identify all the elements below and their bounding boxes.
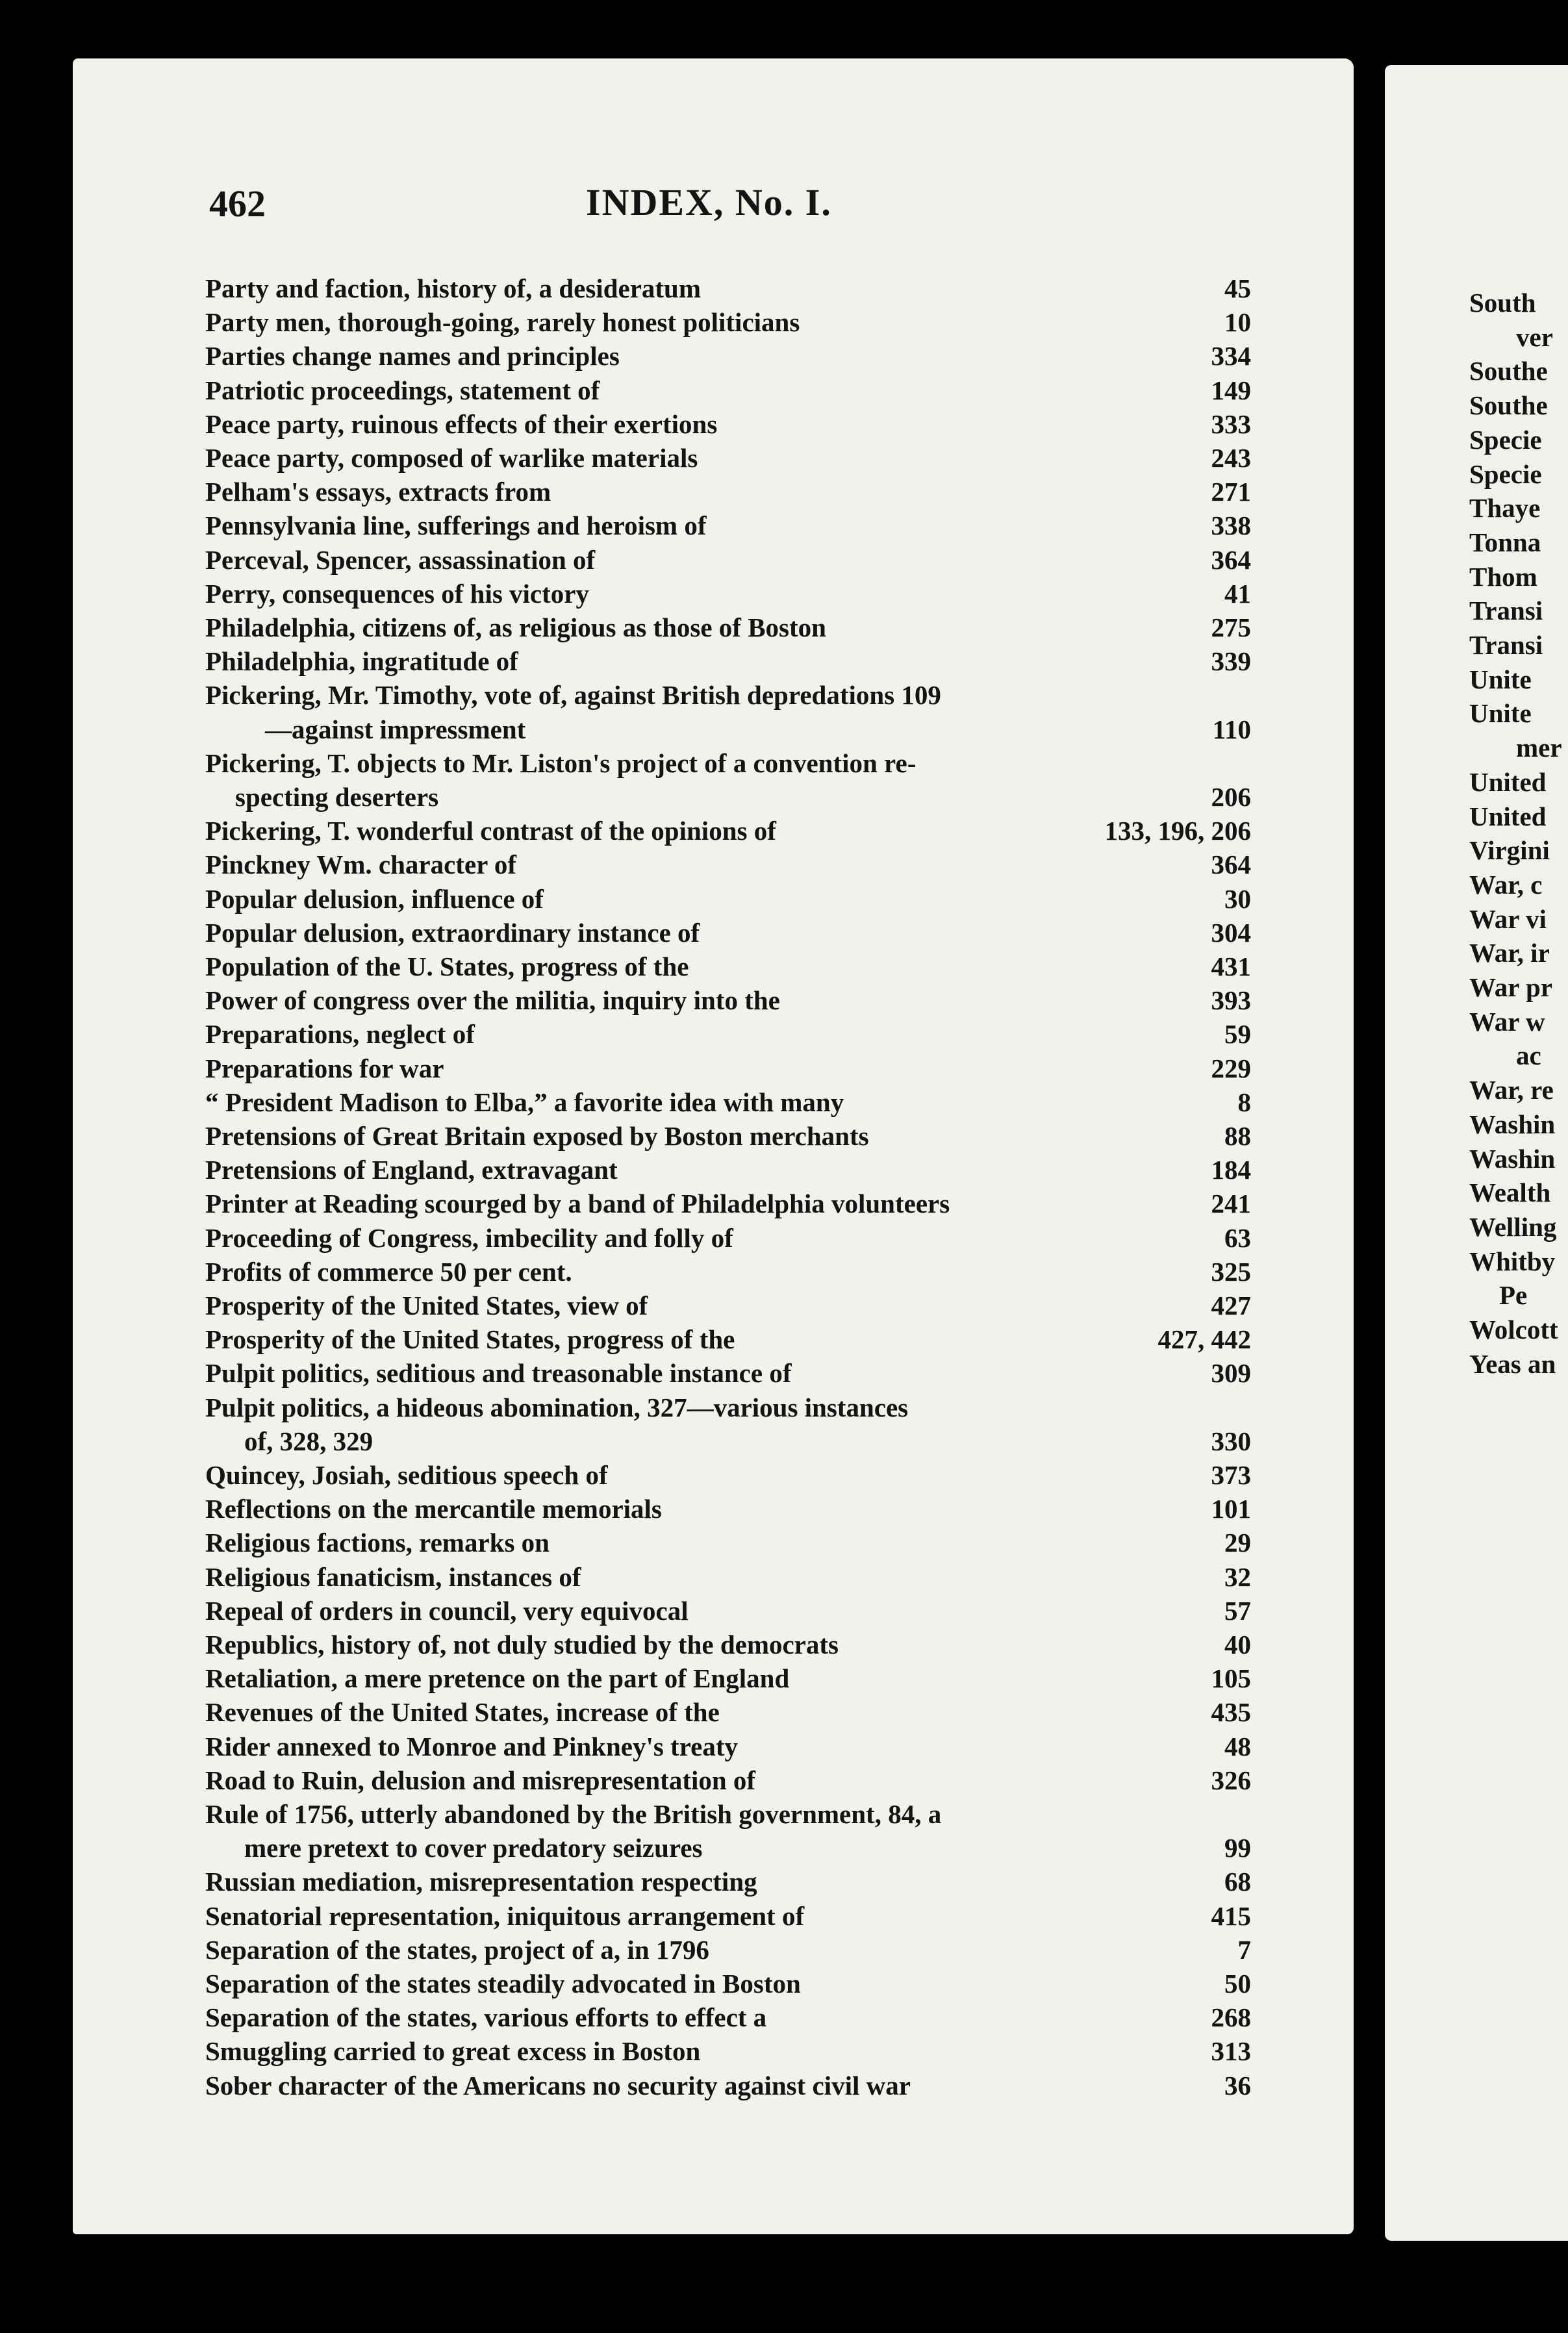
right-page-fragment: Thaye	[1469, 493, 1541, 523]
index-entry-text: Quincey, Josiah, seditious speech of	[205, 1460, 608, 1490]
index-entry-text: “ President Madison to Elba,” a favorite idea with many	[205, 1087, 844, 1117]
index-entry	[205, 1221, 1251, 1255]
index-entry-page: 275	[1211, 612, 1251, 642]
index-entry-text: Proceeding of Congress, imbecility and folly of	[205, 1222, 733, 1253]
index-entry-text: Separation of the states, various efforts to effect a	[205, 2002, 767, 2033]
index-entry-page: 184	[1211, 1155, 1251, 1185]
index-entry-page: 415	[1211, 1900, 1251, 1931]
index-entry-page: 326	[1211, 1765, 1251, 1795]
index-entry	[205, 1628, 1251, 1661]
index-entry-text: Philadelphia, citizens of, as religious as those of Boston	[205, 612, 826, 642]
index-entry	[205, 1187, 1251, 1220]
index-entry	[205, 1526, 1251, 1559]
index-entry	[235, 780, 1251, 814]
index-entry	[205, 373, 1251, 407]
index-entry-page: 313	[1211, 2036, 1251, 2067]
index-entry-text: Patriotic proceedings, statement of	[205, 375, 600, 405]
index-entry-page: 45	[1224, 273, 1251, 303]
index-entry-text: Senatorial representation, iniquitous arrangement of	[205, 1900, 805, 1931]
right-page-fragment: Southe	[1469, 390, 1548, 421]
index-entry-text: Power of congress over the militia, inquiry into the	[205, 985, 780, 1016]
index-entry	[205, 1933, 1251, 1967]
index-entry-page: 330	[1211, 1426, 1251, 1456]
index-entry-page: 427	[1211, 1291, 1251, 1320]
index-entry-text: Party and faction, history of, a desideratum	[205, 273, 702, 303]
index-entry	[265, 713, 1251, 746]
index-entry	[205, 1322, 1251, 1356]
index-entry-text: Republics, history of, not duly studied by the democrats	[205, 1630, 839, 1659]
index-entry-text: Party men, thorough-going, rarely honest politicians	[205, 307, 800, 338]
index-entry	[205, 2069, 1251, 2102]
index-entry-page: 105	[1211, 1663, 1251, 1694]
index-entry-text: Religious factions, remarks on	[205, 1528, 550, 1558]
index-entry	[205, 1119, 1251, 1153]
index-entry-text: mere pretext to cover predatory seizures	[244, 1833, 703, 1863]
index-entry-page: 8	[1237, 1087, 1251, 1117]
index-entry-page: 373	[1211, 1460, 1251, 1490]
index-entry-page: 99	[1224, 1833, 1251, 1863]
index-entry-page: 149	[1211, 375, 1251, 405]
index-entry	[205, 983, 1251, 1017]
index-entry	[205, 1085, 1251, 1119]
index-entry-page: 309	[1211, 1358, 1251, 1389]
right-page-fragment: Yeas an	[1469, 1348, 1556, 1379]
index-entry-text: —against impressment	[265, 714, 526, 744]
index-entry	[205, 1730, 1251, 1763]
index-entry-text: Separation of the states, project of a, in 1796	[205, 1934, 709, 1965]
index-entry-text: Popular delusion, influence of	[205, 883, 544, 914]
index-entry	[205, 1052, 1251, 1085]
index-entry	[205, 1594, 1251, 1628]
index-entry-text: Philadelphia, ingratitude of	[205, 646, 518, 677]
index-entry-page: 30	[1224, 883, 1251, 914]
index-entry-text: Peace party, composed of warlike materials	[205, 443, 698, 473]
index-entry-page: 393	[1211, 985, 1251, 1016]
index-entry	[205, 1763, 1251, 1797]
index-entry	[244, 1831, 1251, 1865]
right-page-fragment: Whitby	[1469, 1246, 1556, 1276]
index-entry-text: Prosperity of the United States, progress of the	[205, 1324, 735, 1355]
index-entry-text: Revenues of the United States, increase of the	[205, 1697, 720, 1728]
index-entry	[205, 2034, 1251, 2068]
index-entry-page: 110	[1212, 714, 1251, 744]
right-page-fragment: War, re	[1469, 1075, 1554, 1105]
right-page-fragment: Wealth	[1469, 1178, 1551, 1208]
index-entry-text: Pickering, Mr. Timothy, vote of, against British depredations 109	[205, 680, 941, 711]
index-entry-text: Profits of commerce 50 per cent.	[205, 1256, 572, 1287]
index-entry	[205, 678, 1251, 712]
index-entry-page: 243	[1211, 443, 1251, 473]
index-entry	[205, 1017, 1251, 1051]
index-entry-text: Reflections on the mercantile memorials	[205, 1494, 662, 1524]
index-entry-page: 63	[1224, 1222, 1251, 1253]
index-entry-page: 32	[1224, 1561, 1251, 1592]
index-entry	[205, 1967, 1251, 2000]
index-entry-text: Pennsylvania line, sufferings and heroism of	[205, 511, 707, 541]
page-title: INDEX, No. I.	[586, 181, 832, 223]
index-entry-text: Preparations, neglect of	[205, 1019, 475, 1050]
index-entry-text: Pinckney Wm. character of	[205, 850, 517, 880]
right-page-fragment: War, c	[1469, 869, 1543, 900]
index-entry	[205, 611, 1251, 644]
index-entry	[205, 814, 1251, 848]
index-entry-page: 101	[1211, 1494, 1251, 1524]
right-page-fragment: Wolcott	[1469, 1315, 1558, 1344]
index-entry-page: 7	[1237, 1934, 1251, 1965]
right-page-fragment: Transi	[1469, 630, 1543, 660]
index-entry-text: Pretensions of England, extravagant	[205, 1155, 618, 1185]
index-entry	[205, 1695, 1251, 1729]
index-entry	[205, 1865, 1251, 1898]
right-page-fragment: Unite	[1469, 698, 1532, 729]
index-entry-page: 68	[1224, 1867, 1251, 1897]
index-entry-page: 206	[1211, 782, 1251, 812]
index-entry-page: 36	[1224, 2070, 1251, 2100]
index-entry-text: Perry, consequences of his victory	[205, 578, 589, 609]
index-entry-text: Rider annexed to Monroe and Pinkney's treaty	[205, 1731, 739, 1761]
index-entry	[205, 1391, 1251, 1424]
index-entry	[205, 475, 1251, 509]
index-entry-text: Separation of the states steadily advocated in Boston	[205, 1969, 801, 1999]
index-entry-page: 364	[1211, 850, 1251, 880]
index-entry-page: 435	[1211, 1697, 1251, 1728]
index-entry-page: 325	[1211, 1256, 1251, 1287]
index-entry-page: 48	[1224, 1731, 1251, 1761]
index-entry-text: Parties change names and principles	[205, 341, 620, 372]
index-entry-page: 271	[1211, 477, 1251, 507]
index-entry	[205, 271, 1251, 305]
right-page-fragment: mer	[1516, 733, 1562, 763]
index-entry	[205, 1289, 1251, 1322]
right-page-fragment: Washin	[1469, 1109, 1556, 1139]
right-page-fragment: Welling	[1469, 1211, 1557, 1242]
index-entry	[205, 441, 1251, 475]
right-page-fragment: Southe	[1469, 356, 1548, 386]
index-entry-text: Pulpit politics, seditious and treasonable instance of	[205, 1358, 792, 1389]
index-entry-text: Peace party, ruinous effects of their exertions	[205, 409, 718, 439]
index-entry	[205, 305, 1251, 339]
index-entry-page: 333	[1211, 409, 1251, 439]
index-entry-text: Popular delusion, extraordinary instance of	[205, 917, 700, 948]
index-entry-text: Road to Ruin, delusion and misrepresentation of	[205, 1765, 756, 1795]
index-entry-page: 304	[1211, 917, 1251, 948]
index-entry-text: Religious fanaticism, instances of	[205, 1561, 581, 1592]
index-entry	[205, 1797, 1251, 1831]
index-entry-page: 57	[1224, 1595, 1251, 1626]
index-entry-page: 334	[1211, 341, 1251, 372]
index-entry-text: Retaliation, a mere pretence on the part of England	[205, 1663, 790, 1694]
right-page-fragment: Transi	[1469, 596, 1543, 626]
index-entry-page: 133, 196, 206	[1104, 816, 1251, 846]
index-entry	[205, 1899, 1251, 1933]
right-page-fragment: War pr	[1469, 972, 1552, 1002]
index-entry	[205, 1255, 1251, 1289]
index-entry-page: 229	[1211, 1053, 1251, 1083]
right-page-fragment: Virgini	[1469, 835, 1550, 866]
index-entry	[205, 882, 1251, 916]
index-entry-text: of, 328, 329	[244, 1426, 373, 1456]
index-entry-page: 338	[1211, 511, 1251, 541]
index-entry	[205, 543, 1251, 577]
index-entry-page: 10	[1224, 307, 1251, 338]
right-page-fragment: Tonna	[1469, 527, 1541, 557]
index-entry-text: specting deserters	[235, 782, 439, 812]
right-page-fragment: ac	[1516, 1040, 1541, 1071]
index-entry-text: Perceval, Spencer, assassination of	[205, 544, 596, 575]
right-page-fragment: South	[1469, 288, 1536, 318]
index-entry	[205, 509, 1251, 542]
index-entry-page: 59	[1224, 1019, 1251, 1050]
right-page-fragment: War vi	[1469, 903, 1547, 934]
right-page-fragment: United	[1469, 766, 1547, 797]
index-entry-text: Sober character of the Americans no security against civil war	[205, 2070, 911, 2100]
index-entry-text: Repeal of orders in council, very equivocal	[205, 1595, 689, 1626]
index-entry	[205, 1153, 1251, 1187]
index-entry-page: 364	[1211, 544, 1251, 575]
index-entry	[205, 577, 1251, 611]
right-page-fragment: Washin	[1469, 1143, 1556, 1174]
index-entry-text: Rule of 1756, utterly abandoned by the British government, 84, a	[205, 1799, 942, 1829]
index-entry-text: Pretensions of Great Britain exposed by Boston merchants	[205, 1121, 869, 1151]
index-entry-text: Prosperity of the United States, view of	[205, 1291, 648, 1320]
index-entry-page: 50	[1224, 1969, 1251, 1999]
index-entry	[205, 644, 1251, 678]
index-entry-text: Russian mediation, misrepresentation respecting	[205, 1867, 757, 1897]
index-entry-text: Preparations for war	[205, 1053, 444, 1083]
index-entry	[205, 1560, 1251, 1594]
index-entry-page: 41	[1224, 578, 1251, 609]
index-entry-page: 268	[1211, 2002, 1251, 2033]
index-entry-text: Printer at Reading scourged by a band of Philadelphia volunteers	[205, 1189, 950, 1219]
page-number: 462	[209, 183, 266, 225]
index-entry	[205, 746, 1251, 780]
index-entry-text: Pelham's essays, extracts from	[205, 477, 551, 507]
right-page-fragment: War, ir	[1469, 938, 1550, 968]
index-entry	[205, 407, 1251, 441]
right-page-fragment: Unite	[1469, 664, 1532, 694]
index-entry	[205, 848, 1251, 881]
index-entry	[205, 1356, 1251, 1390]
index-entry	[205, 916, 1251, 950]
index-entry-page: 427, 442	[1157, 1324, 1251, 1355]
right-page-fragment: Specie	[1469, 459, 1542, 489]
index-entry-page: 241	[1211, 1189, 1251, 1219]
right-page-fragment: Pe	[1499, 1280, 1528, 1311]
right-page-fragment: United	[1469, 801, 1547, 831]
index-entry-text: Population of the U. States, progress of the	[205, 952, 689, 981]
right-page-fragment: ver	[1516, 322, 1553, 352]
index-entry	[205, 950, 1251, 983]
index-entry	[205, 1492, 1251, 1526]
index-entry-text: Smuggling carried to great excess in Boston	[205, 2036, 701, 2067]
index-entry-page: 40	[1224, 1630, 1251, 1659]
index-entry-page: 88	[1224, 1121, 1251, 1151]
index-entry-page: 339	[1211, 646, 1251, 677]
index-entry	[205, 1458, 1251, 1492]
right-page-fragment: War w	[1469, 1006, 1545, 1037]
right-page-fragment: Thom	[1469, 561, 1537, 592]
index-entry	[205, 1661, 1251, 1695]
index-entry-text: Pulpit politics, a hideous abomination, 327—various instances	[205, 1392, 909, 1422]
index-entry-page: 431	[1211, 952, 1251, 981]
index-entry	[205, 2000, 1251, 2034]
index-entry-text: Pickering, T. objects to Mr. Liston's project of a convention re-	[205, 748, 917, 778]
right-page-fragment: Specie	[1469, 424, 1542, 455]
index-entry-text: Pickering, T. wonderful contrast of the opinions of	[205, 816, 776, 846]
index-entry	[244, 1424, 1251, 1458]
index-entry	[205, 339, 1251, 373]
index-entry-page: 29	[1224, 1528, 1251, 1558]
